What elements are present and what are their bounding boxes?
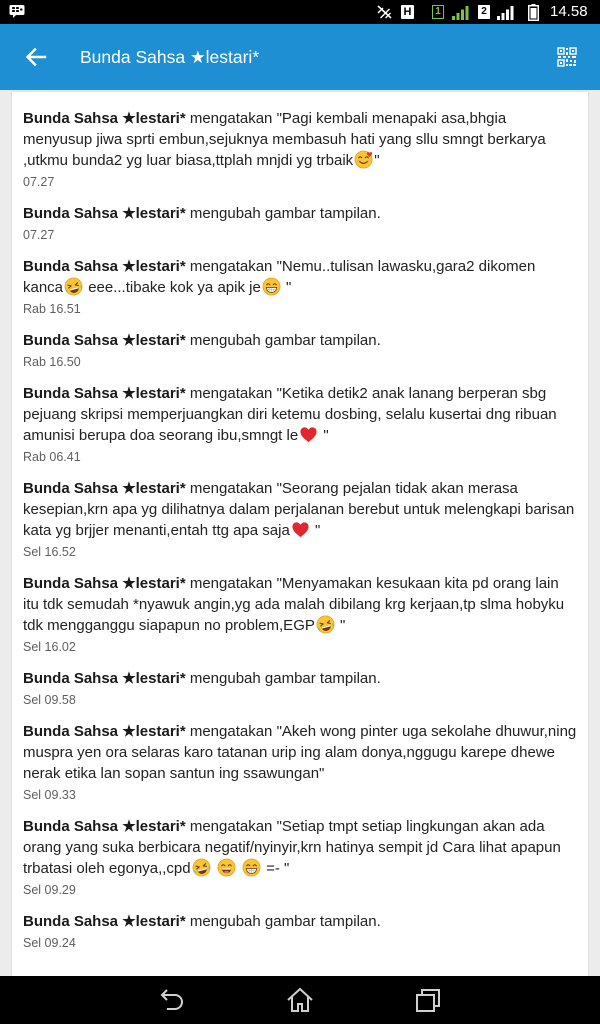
red-heart-emoji bbox=[299, 425, 318, 444]
author-name[interactable]: Bunda Sahsa ★lestari* bbox=[23, 385, 186, 402]
sim1-badge: 1 bbox=[432, 5, 444, 19]
author-name[interactable]: Bunda Sahsa ★lestari* bbox=[23, 205, 186, 222]
sim2-signal-icon bbox=[497, 5, 515, 20]
message-text: " bbox=[374, 152, 380, 169]
feed-item[interactable] bbox=[23, 203, 577, 244]
clock: 14.58 bbox=[550, 3, 588, 20]
feed-item[interactable] bbox=[23, 816, 577, 899]
feed-item[interactable] bbox=[23, 108, 577, 191]
home-icon[interactable] bbox=[286, 987, 314, 1013]
recent-apps-icon[interactable] bbox=[414, 987, 442, 1013]
author-name[interactable]: Bunda Sahsa ★lestari* bbox=[23, 913, 186, 930]
feed-item-message bbox=[23, 383, 577, 446]
feed-item-message bbox=[23, 573, 577, 636]
message-text: mengubah gambar tampilan. bbox=[185, 670, 381, 687]
timestamp: Rab 16.50 bbox=[23, 355, 81, 369]
timestamp: 07.27 bbox=[23, 175, 55, 189]
feed-item[interactable] bbox=[23, 383, 577, 466]
message-text: " bbox=[310, 522, 321, 539]
feed-item-message bbox=[23, 256, 577, 298]
author-name[interactable]: Bunda Sahsa ★lestari* bbox=[23, 110, 186, 127]
feed-item[interactable] bbox=[23, 668, 577, 709]
timestamp: Sel 09.58 bbox=[23, 693, 76, 707]
message-text: mengubah gambar tampilan. bbox=[185, 332, 381, 349]
page-title: Bunda Sahsa ★lestari* bbox=[80, 47, 260, 67]
silent-mode-icon bbox=[376, 4, 393, 20]
feed-item-message bbox=[23, 203, 577, 224]
navigation-bar bbox=[0, 976, 600, 1024]
author-name[interactable]: Bunda Sahsa ★lestari* bbox=[23, 723, 186, 740]
message-text: mengatakan "Ketika detik2 anak lanang berperan sbg pejuang skripsi memperjuangkan diri ketemu dosbing, selalu kusertai dng ribuan amunisi berupa doa seorang ibu,smngt le bbox=[23, 385, 557, 444]
message-text: =- " bbox=[261, 860, 290, 877]
feed-item[interactable] bbox=[23, 721, 577, 804]
feed-item-message bbox=[23, 911, 577, 932]
status-bar bbox=[0, 0, 600, 24]
timestamp: Sel 09.33 bbox=[23, 788, 76, 802]
author-name[interactable]: Bunda Sahsa ★lestari* bbox=[23, 575, 186, 592]
face-with-tears-of-joy-emoji bbox=[316, 615, 335, 634]
bbm-notification-icon[interactable] bbox=[9, 4, 25, 19]
network-type-badge: H bbox=[401, 5, 414, 19]
message-text bbox=[212, 860, 216, 877]
message-text: mengatakan "Menyamakan kesukaan kita pd orang lain itu tdk semudah *nyawuk angin,yg ada malah dibilang krg kerjaan,tp slma hobyku tdk mengganggu siapapun no problem,EGP bbox=[23, 575, 565, 634]
content-area bbox=[0, 90, 600, 976]
message-text: mengatakan "Nemu..tulisan lawasku,gara2 dikomen kanca bbox=[23, 258, 536, 296]
app-bar bbox=[0, 24, 600, 90]
message-text: " bbox=[319, 427, 329, 444]
face-with-tears-of-joy-emoji bbox=[64, 277, 83, 296]
qr-code-icon[interactable] bbox=[557, 47, 577, 67]
message-text bbox=[237, 860, 241, 877]
activity-feed[interactable] bbox=[12, 92, 588, 976]
feed-item[interactable] bbox=[23, 573, 577, 656]
timestamp: Sel 16.52 bbox=[23, 545, 76, 559]
grinning-face-emoji bbox=[262, 277, 281, 296]
message-text: mengatakan "Setiap tmpt setiap lingkungan akan ada orang yang suka berbicara negatif/nyinyir,krn hatinya sempit jd Cara lihat apapun trbatasi oleh egonya,,cpd bbox=[23, 818, 561, 877]
author-name[interactable]: Bunda Sahsa ★lestari* bbox=[23, 332, 186, 349]
timestamp: Sel 16.02 bbox=[23, 640, 76, 654]
sim2-badge: 2 bbox=[478, 5, 490, 19]
battery-icon bbox=[528, 4, 539, 21]
message-text: mengubah gambar tampilan. bbox=[185, 913, 381, 930]
feed-item-message bbox=[23, 668, 577, 689]
back-icon[interactable] bbox=[158, 987, 186, 1013]
message-text: eee...tibake kok ya apik je bbox=[84, 279, 261, 296]
feed-item[interactable] bbox=[23, 330, 577, 371]
face-with-tears-of-joy-emoji bbox=[192, 858, 211, 877]
author-name[interactable]: Bunda Sahsa ★lestari* bbox=[23, 670, 186, 687]
message-text: mengatakan "Akeh wong pinter uga sekolahe dhuwur,ning muspra yen ora selaras karo tatanan urip ing alam donya,nggugu karepe dhewe nerak etika lan sopan santun ing ssawungan" bbox=[23, 723, 577, 782]
timestamp: 07.27 bbox=[23, 228, 55, 242]
feed-item-message bbox=[23, 721, 577, 784]
message-text: " bbox=[281, 279, 292, 296]
message-text: mengubah gambar tampilan. bbox=[185, 205, 381, 222]
feed-item[interactable] bbox=[23, 911, 577, 952]
author-name[interactable]: Bunda Sahsa ★lestari* bbox=[23, 480, 186, 497]
message-text: " bbox=[335, 617, 346, 634]
author-name[interactable]: Bunda Sahsa ★lestari* bbox=[23, 258, 186, 275]
timestamp: Sel 09.24 bbox=[23, 936, 76, 950]
timestamp: Rab 06.41 bbox=[23, 450, 81, 464]
feed-item-message bbox=[23, 108, 577, 171]
feed-item[interactable] bbox=[23, 478, 577, 561]
grinning-face-emoji bbox=[242, 858, 261, 877]
feed-item-message bbox=[23, 478, 577, 541]
red-heart-emoji bbox=[291, 520, 310, 539]
smiling-face-with-heart-emoji bbox=[354, 150, 373, 169]
sim1-signal-icon bbox=[452, 5, 470, 20]
feed-item[interactable] bbox=[23, 256, 577, 318]
back-arrow-icon[interactable] bbox=[25, 47, 47, 67]
grinning-face-with-smiling-eyes-emoji bbox=[217, 858, 236, 877]
feed-item-message bbox=[23, 330, 577, 351]
author-name[interactable]: Bunda Sahsa ★lestari* bbox=[23, 818, 186, 835]
feed-item-message bbox=[23, 816, 577, 879]
timestamp: Rab 16.51 bbox=[23, 302, 81, 316]
message-text: mengatakan "Seorang pejalan tidak akan merasa kesepian,krn apa yg dilihatnya dalam perjalanan berebut untuk melengkapi barisan kata yg brjjer menanti,entah ttg apa saja bbox=[23, 480, 575, 539]
timestamp: Sel 09.29 bbox=[23, 883, 76, 897]
message-text: mengatakan "Pagi kembali menapaki asa,bhgia menyusup jiwa sprti embun,sejuknya membasuh hati yang sllu smngt berkarya ,utkmu bunda2 yg luar biasa,ttplah mnjdi yg trbaik bbox=[23, 110, 546, 169]
